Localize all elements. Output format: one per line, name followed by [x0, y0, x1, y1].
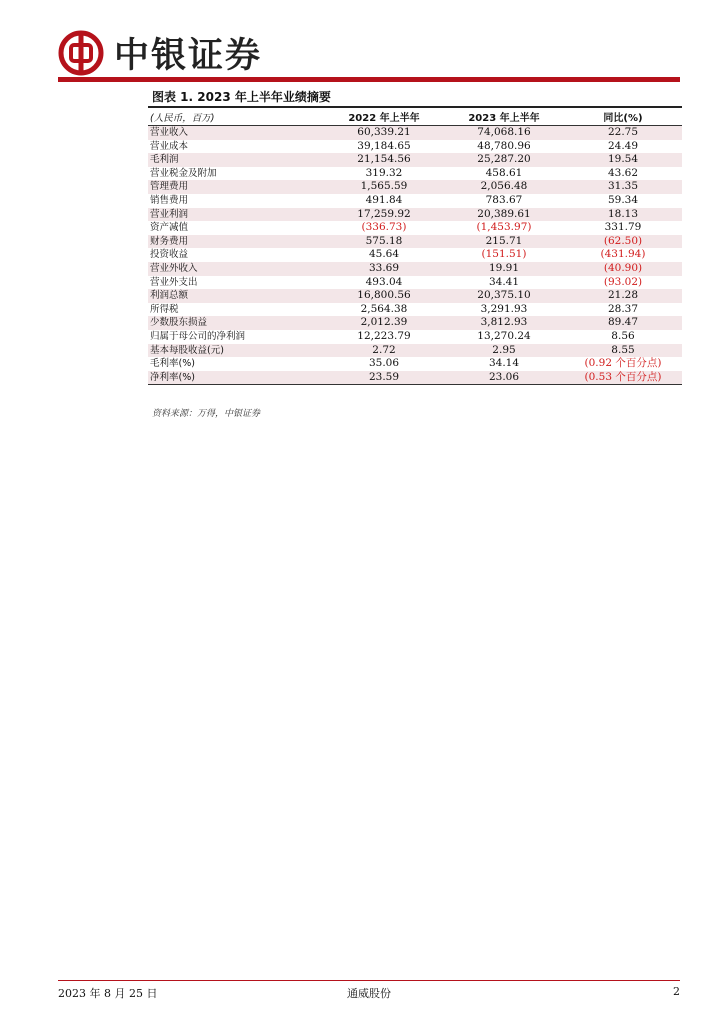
value-2023h1: (151.51) — [481, 248, 527, 261]
data-source-note: 资料来源：万得，中银证券 — [152, 409, 261, 419]
value-yoy: (0.92 个百分点) — [584, 357, 662, 370]
summary-table-container — [148, 106, 682, 385]
value-2023h1: 2.95 — [444, 344, 564, 358]
table-row — [148, 303, 682, 317]
value-2022h1: 575.18 — [324, 235, 444, 249]
row-label: 毛利润 — [148, 153, 324, 167]
row-label: 营业利润 — [148, 208, 324, 222]
value-yoy: 28.37 — [607, 302, 639, 315]
value-yoy: 43.62 — [607, 166, 639, 179]
row-label: 营业收入 — [148, 126, 324, 140]
table-row — [148, 153, 682, 167]
value-2022h1: 16,800.56 — [324, 289, 444, 303]
row-label: 所得税 — [150, 303, 179, 315]
table-row — [148, 140, 682, 154]
table-row — [148, 235, 682, 249]
column-header-2022h1: 2022 年上半年 — [324, 108, 444, 126]
value-yoy: (62.50) — [564, 235, 682, 249]
value-yoy: 331.79 — [604, 221, 642, 234]
value-2023h1: 20,389.61 — [444, 208, 564, 222]
value-2022h1: 23.59 — [324, 371, 444, 385]
value-2022h1: 2,012.39 — [324, 316, 444, 330]
table-row — [148, 194, 682, 208]
value-2022h1: 2.72 — [324, 344, 444, 358]
row-label: 少数股东损益 — [148, 316, 324, 330]
value-yoy: 24.49 — [607, 139, 639, 152]
report-date: 2023 年 8 月 25 日 — [58, 987, 158, 1000]
value-yoy: (93.02) — [603, 275, 643, 288]
table-body — [148, 126, 682, 385]
page-footer — [58, 985, 680, 1001]
value-2022h1: 35.06 — [368, 357, 400, 370]
value-2023h1: 19.91 — [444, 262, 564, 276]
bank-of-china-logo-icon — [58, 30, 104, 76]
value-2022h1: 33.69 — [324, 262, 444, 276]
value-yoy: 31.35 — [564, 180, 682, 194]
value-2023h1: 3,291.93 — [480, 302, 528, 315]
table-row — [148, 276, 682, 290]
table-header-row — [148, 108, 682, 126]
value-2022h1: 493.04 — [365, 275, 403, 288]
header-rule — [58, 77, 680, 82]
value-2022h1: 12,223.79 — [357, 329, 411, 342]
row-label: 营业外收入 — [148, 262, 324, 276]
column-header-2023h1: 2023 年上半年 — [444, 108, 564, 126]
value-yoy: 19.54 — [564, 153, 682, 167]
table-row — [148, 330, 682, 344]
value-yoy: 59.34 — [607, 193, 639, 206]
unit-label: (人民币，百万) — [148, 108, 324, 126]
table-row — [148, 208, 682, 222]
row-label: 净利率(%) — [148, 371, 324, 385]
value-2023h1: 215.71 — [444, 235, 564, 249]
page-number: 2 — [673, 985, 680, 998]
value-2022h1: 39,184.65 — [357, 139, 411, 152]
results-summary-table — [148, 108, 682, 384]
value-yoy: (40.90) — [564, 262, 682, 276]
table-row — [148, 167, 682, 181]
value-2023h1: 20,375.10 — [444, 289, 564, 303]
value-yoy: 21.28 — [564, 289, 682, 303]
table-bottom-rule — [148, 384, 682, 385]
value-2023h1: 74,068.16 — [444, 126, 564, 140]
value-2023h1: 783.67 — [485, 193, 523, 206]
value-2023h1: 25,287.20 — [444, 153, 564, 167]
value-2023h1: 34.14 — [488, 357, 520, 370]
figure-title: 图表 1. 2023 年上半年业绩摘要 — [152, 90, 331, 104]
row-label: 基本每股收益(元) — [148, 344, 324, 358]
report-header — [58, 28, 262, 78]
value-yoy: 22.75 — [564, 126, 682, 140]
row-label: 资产减值 — [150, 222, 189, 234]
value-2023h1: 3,812.93 — [444, 316, 564, 330]
value-2022h1: 319.32 — [365, 166, 403, 179]
row-label: 管理费用 — [148, 180, 324, 194]
row-label: 营业外支出 — [150, 276, 198, 288]
value-2023h1: (1,453.97) — [476, 221, 532, 234]
value-yoy: 89.47 — [564, 316, 682, 330]
footer-rule — [58, 980, 680, 981]
company-name: 通威股份 — [347, 987, 391, 1000]
value-yoy: 18.13 — [564, 208, 682, 222]
value-2023h1: 2,056.48 — [444, 180, 564, 194]
value-2023h1: 13,270.24 — [477, 329, 531, 342]
value-yoy: 8.56 — [611, 329, 635, 342]
row-label: 营业成本 — [150, 140, 189, 152]
value-2022h1: 2,564.38 — [360, 302, 408, 315]
row-label: 财务费用 — [148, 235, 324, 249]
value-2022h1: 491.84 — [365, 193, 403, 206]
row-label: 投资收益 — [150, 249, 189, 261]
value-2023h1: 458.61 — [485, 166, 523, 179]
value-yoy: (0.53 个百分点) — [564, 371, 682, 385]
brand-name: 中银证券 — [114, 36, 263, 76]
value-2023h1: 48,780.96 — [477, 139, 531, 152]
table-row — [148, 316, 682, 330]
column-header-yoy: 同比(%) — [564, 108, 682, 126]
table-row — [148, 262, 682, 276]
table-row — [148, 357, 682, 371]
value-yoy: (431.94) — [600, 248, 646, 261]
value-2022h1: 1,565.59 — [324, 180, 444, 194]
table-row — [148, 289, 682, 303]
row-label: 营业税金及附加 — [150, 167, 217, 179]
table-row — [148, 126, 682, 140]
row-label: 利润总额 — [148, 289, 324, 303]
table-row — [148, 221, 682, 235]
table-row — [148, 248, 682, 262]
table-row — [148, 371, 682, 385]
value-2022h1: (336.73) — [361, 221, 407, 234]
row-label: 归属于母公司的净利润 — [150, 330, 246, 342]
value-2022h1: 45.64 — [368, 248, 400, 261]
table-row — [148, 180, 682, 194]
row-label: 销售费用 — [150, 194, 189, 206]
value-2022h1: 60,339.21 — [324, 126, 444, 140]
value-2022h1: 21,154.56 — [324, 153, 444, 167]
value-2022h1: 17,259.92 — [324, 208, 444, 222]
row-label: 毛利率(%) — [150, 358, 195, 370]
table-row — [148, 344, 682, 358]
value-2023h1: 23.06 — [444, 371, 564, 385]
value-yoy: 8.55 — [564, 344, 682, 358]
value-2023h1: 34.41 — [488, 275, 520, 288]
